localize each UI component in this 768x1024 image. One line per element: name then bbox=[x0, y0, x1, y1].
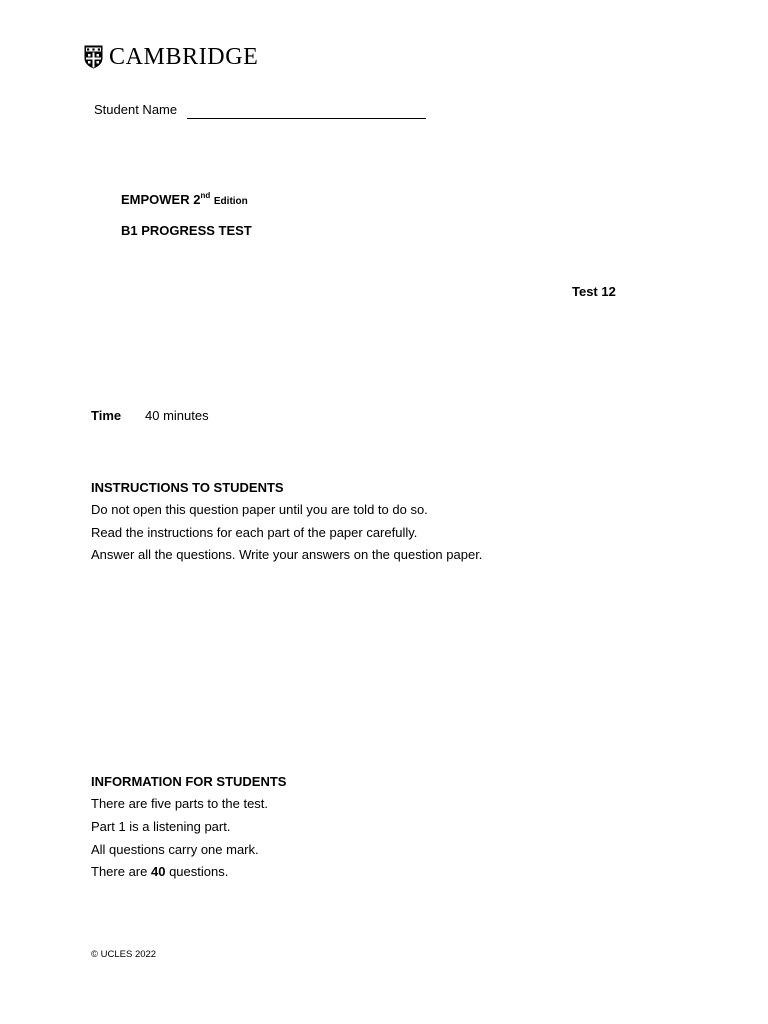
test-name: B1 PROGRESS TEST bbox=[121, 223, 252, 238]
information-line: There are five parts to the test. bbox=[91, 796, 269, 811]
information-section bbox=[91, 771, 286, 884]
edition-suffix: nd bbox=[200, 190, 211, 200]
student-name-field[interactable] bbox=[187, 118, 426, 119]
time-value: 40 minutes bbox=[145, 408, 209, 423]
edition-number: 2 bbox=[193, 192, 201, 207]
copyright-notice: © UCLES 2022 bbox=[91, 949, 157, 960]
question-count-value: 40 bbox=[150, 864, 166, 880]
cambridge-shield-icon bbox=[84, 45, 103, 69]
instruction-line: Do not open this question paper until you are told to do so. bbox=[91, 502, 428, 517]
information-heading: INFORMATION FOR STUDENTS bbox=[91, 774, 287, 789]
time-label: Time bbox=[91, 408, 122, 423]
logo-wordmark: CAMBRIDGE bbox=[109, 44, 259, 70]
instructions-section bbox=[91, 477, 482, 567]
instructions-heading: INSTRUCTIONS TO STUDENTS bbox=[91, 480, 284, 495]
edition-word: Edition bbox=[213, 196, 248, 207]
information-line: Part 1 is a listening part. bbox=[91, 818, 231, 834]
instruction-line: Answer all the questions. Write your answers on the question paper. bbox=[91, 547, 483, 562]
question-count-line bbox=[91, 861, 286, 884]
test-number: Test 12 bbox=[572, 284, 616, 299]
cambridge-logo bbox=[84, 45, 258, 69]
information-line: All questions carry one mark. bbox=[91, 841, 259, 857]
question-count-prefix: There are bbox=[91, 864, 151, 880]
series-title bbox=[121, 192, 248, 207]
question-count-suffix: questions. bbox=[165, 864, 229, 880]
student-name-label: Student Name bbox=[94, 102, 178, 117]
series-name: EMPOWER bbox=[121, 192, 190, 207]
instruction-line: Read the instructions for each part of the paper carefully. bbox=[91, 524, 418, 540]
